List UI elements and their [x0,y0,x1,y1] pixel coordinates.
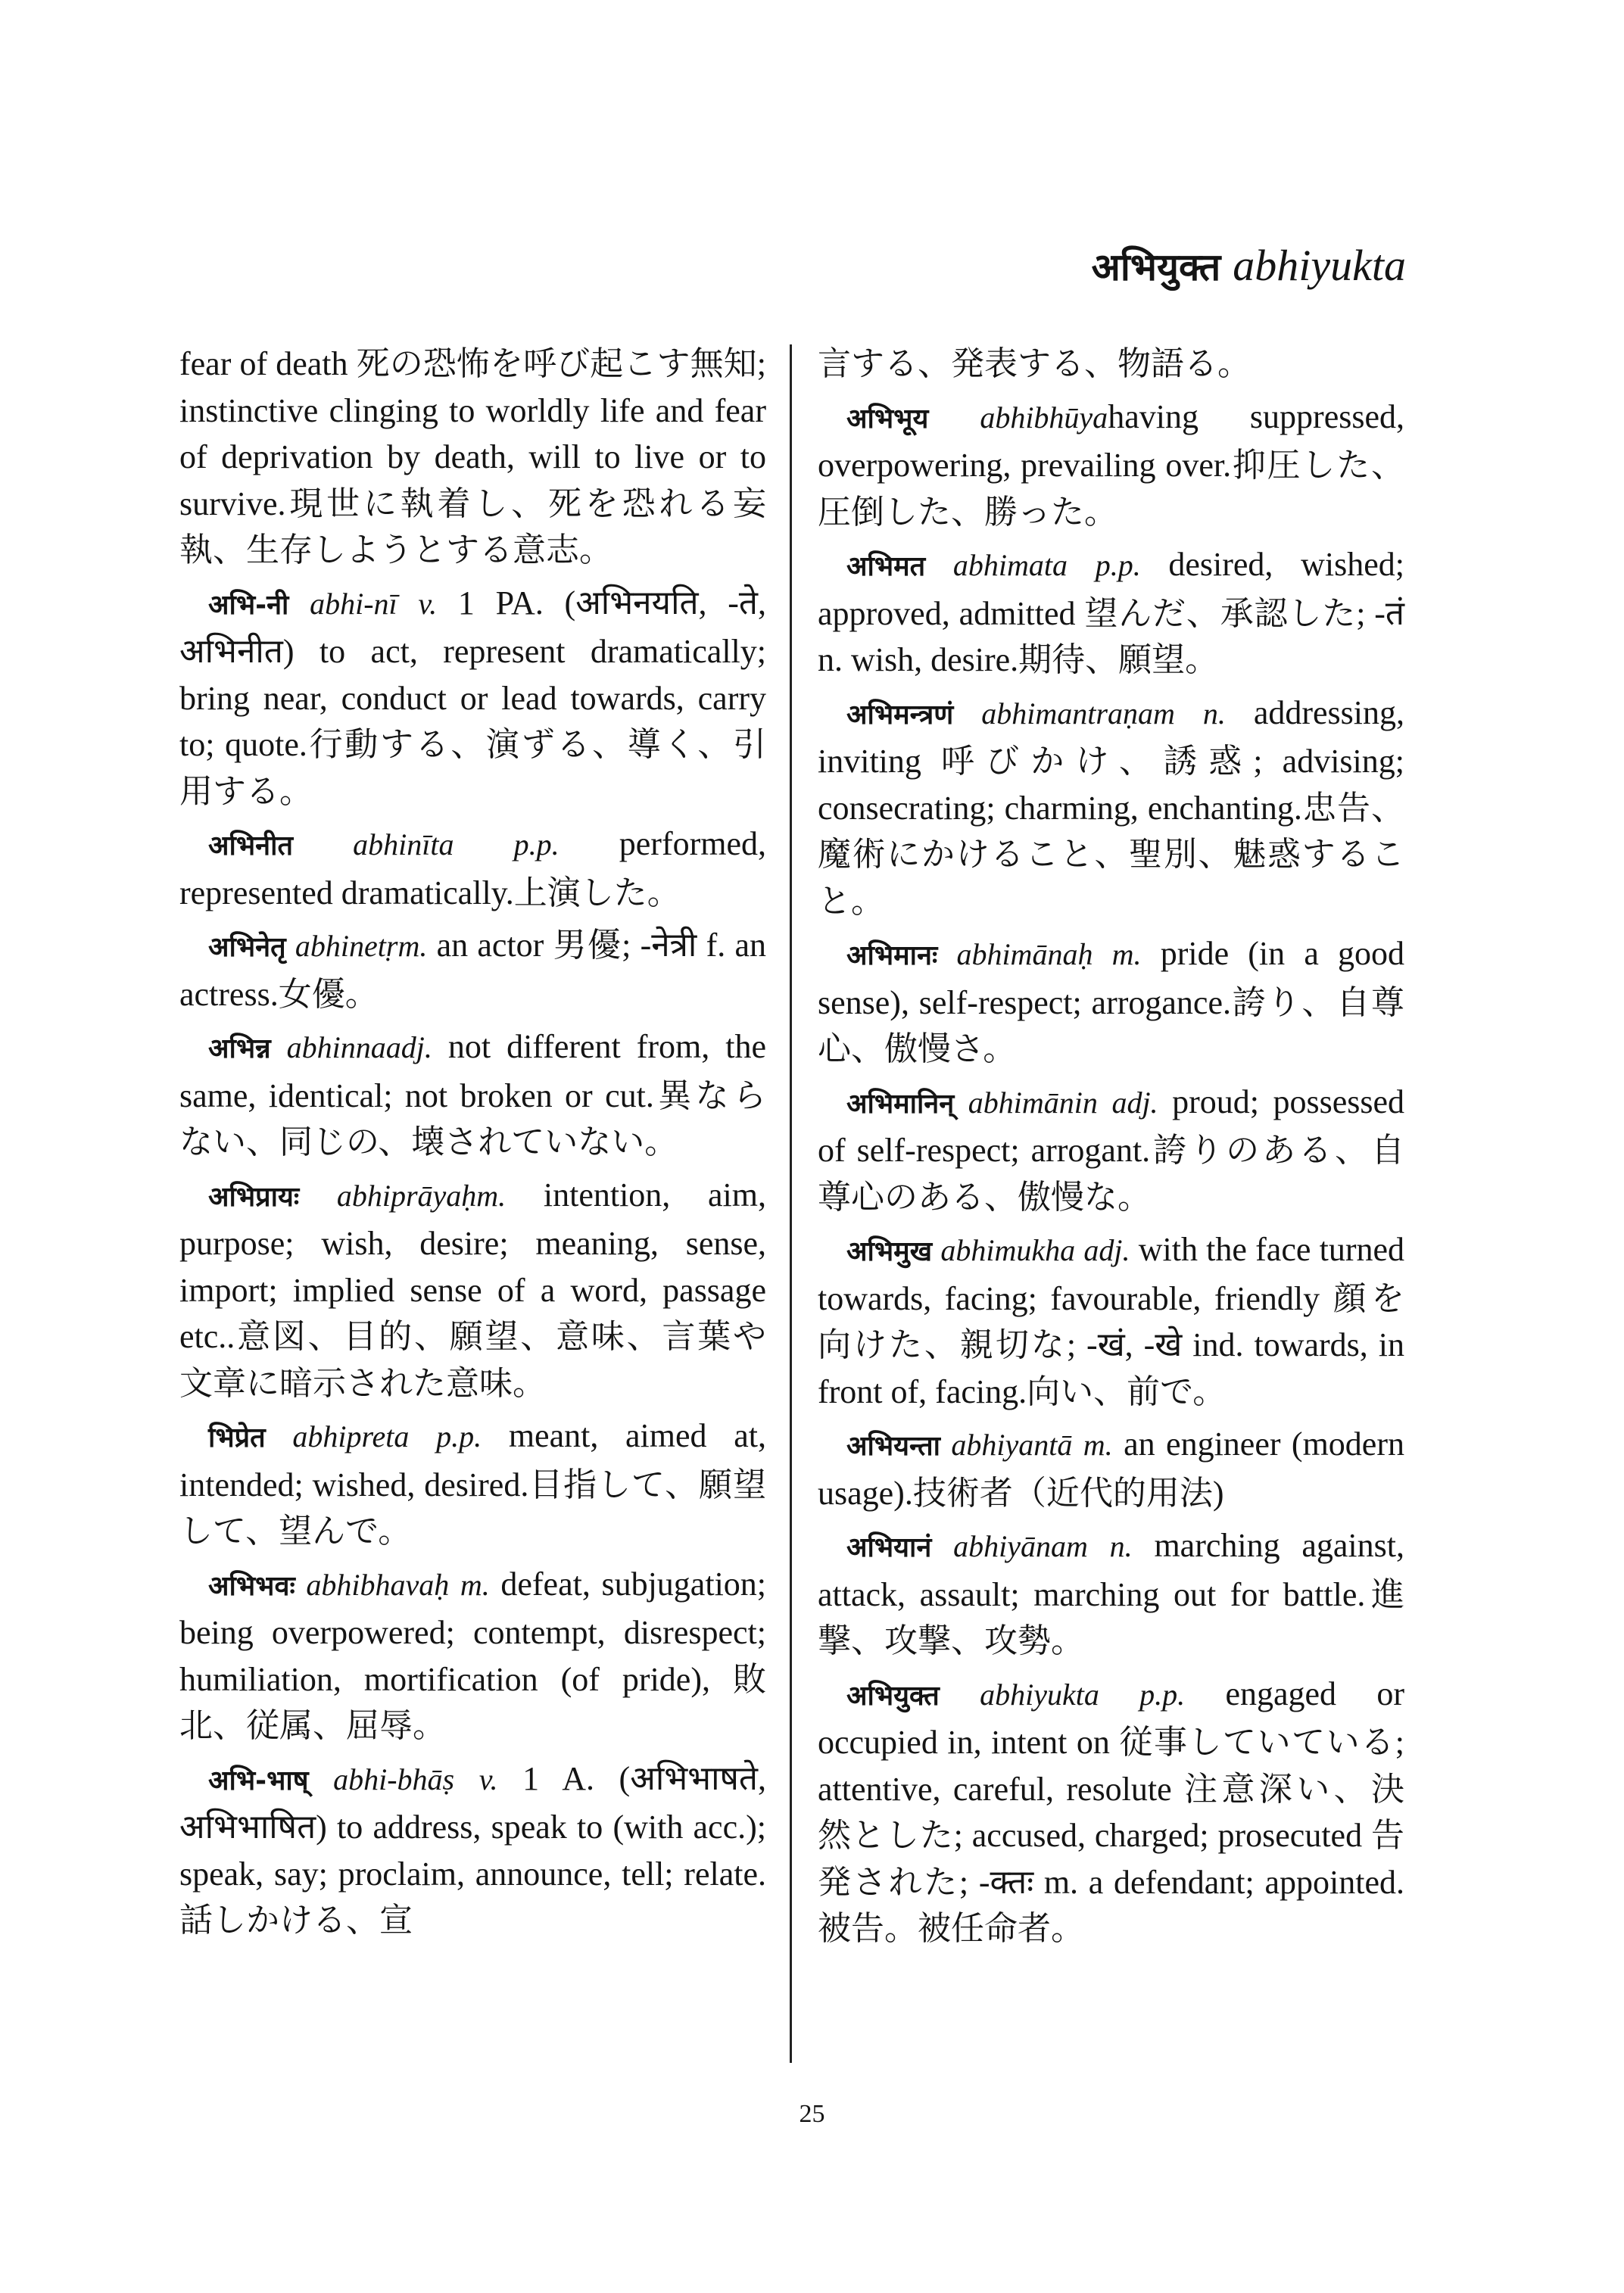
dictionary-entry [179,1413,766,1555]
entry-grammar: p.p. [1095,548,1141,582]
column-divider [790,344,792,2063]
entry-grammar: n. [1202,696,1226,731]
dictionary-entry [818,1671,1404,1952]
entry-transliteration: abhinīta [353,827,454,861]
dictionary-entry: 言する、発表する、物語る。 [818,345,1251,382]
dictionary-entry [818,394,1404,536]
entry-headword: अभियानं [846,1532,932,1563]
entry-transliteration: abhiyukta [980,1677,1099,1712]
entry-headword: अभियुक्त [846,1680,940,1712]
entry-grammar: m. [1083,1428,1113,1462]
entry-grammar: m. [397,929,428,963]
entry-transliteration: abhi-nī [310,586,397,621]
entry-grammar: n. [1109,1529,1133,1563]
dictionary-entry [818,1522,1404,1665]
entry-headword: अभिभवः [208,1570,295,1602]
entry-definition: an actor 男優; -नेत्री f. an actress.女優。 [179,927,767,1013]
dictionary-entry [179,821,766,916]
header-transliteration: abhiyukta [1233,241,1406,290]
entry-transliteration: abhiprāyaḥ [336,1178,477,1213]
entry-headword: अभियन्ता [846,1431,940,1462]
dictionary-entry [818,1226,1404,1415]
entry-headword: अभिमानिन् [846,1088,955,1120]
entry-headword: अभिन्न [208,1033,271,1064]
entry-transliteration: abhiyānam [953,1529,1088,1563]
dictionary-entry: fear of death 死の恐怖を呼び起こす無知; instinctive clinging to worldly life and fear of deprivation by death, will to live or to survive.現世に執着し、死を恐れる妄執、生存しようとする意志。 [179,345,766,569]
entry-transliteration: abhiyantā [951,1428,1073,1462]
entry-transliteration: abhibhūya [980,400,1108,435]
entry-headword: अभि-नी [208,589,289,621]
entry-transliteration: abhinetṛ [295,929,398,963]
entry-definition: intention, aim, purpose; wish, desire; meaning, sense, import; implied sense of a word, passage etc..意図、目的、願望、意味、言葉や文章に暗示された意味。 [179,1176,766,1402]
entry-transliteration: abhinna [286,1030,386,1064]
header-headword: अभियुक्त [1091,245,1221,289]
entry-transliteration: abhipreta [292,1419,410,1453]
entry-grammar: adj. [385,1030,432,1064]
entry-definition: pride (in a good sense), self-respect; arrogance.誇り、自尊心、傲慢さ。 [818,935,1405,1067]
entry-headword: अभिमानः [846,940,938,971]
entry-transliteration: abhimānin [968,1085,1098,1120]
left-column [179,341,766,1950]
entry-definition: desired, wished; approved, admitted 望んだ、承認した; -तं n. wish, desire.期待、願望。 [818,546,1404,678]
entry-definition: having suppressed, overpowering, prevailing over.抑圧した、圧倒した、勝った。 [818,397,1404,531]
entry-definition: an engineer (modern usage).技術者（近代的用法) [818,1425,1404,1512]
entry-headword: अभिप्रायः [208,1181,300,1213]
dictionary-entry [179,1023,766,1166]
entry-definition: not different from, the same, identical; not broken or cut.異ならない、同じの、壊されていない。 [179,1028,766,1161]
dictionary-entry [179,922,766,1017]
entry-grammar: adj. [1111,1085,1158,1120]
right-column [818,341,1404,1958]
entry-definition: 1 A. (अभिभाषते, अभिभाषित) to address, speak to (with acc.); speak, say; proclaim, announce, tell; relate.話しかける、宣 [179,1759,766,1939]
entry-grammar: v. [478,1762,498,1796]
entry-transliteration: abhi-bhāṣ [333,1762,455,1796]
dictionary-entry [818,690,1404,925]
entry-definition: with the face turned towards, facing; favourable, friendly 顔を向けた、親切な; -खं, -खे ind. towards, in front of, facing.向い、前で。 [818,1231,1405,1410]
entry-grammar: p.p. [436,1419,482,1453]
dictionary-entry [818,930,1404,1073]
dictionary-entry [818,541,1404,684]
entry-headword: भिप्रेत [208,1422,266,1453]
entry-transliteration: abhibhavaḥ [306,1567,450,1602]
entry-grammar: m. [460,1567,490,1602]
entry-grammar: p.p. [1139,1677,1186,1712]
entry-definition: 1 PA. (अभिनयति, -ते, अभिनीत) to act, represent dramatically; bring near, conduct or lead towards, carry to; quote.行動する、演ずる、導く、引用する。 [179,584,766,810]
entry-headword: अभिमत [846,551,926,582]
entry-headword: अभिमुख [846,1236,933,1267]
entry-definition: defeat, subjugation; being overpowered; contempt, disrespect; humiliation, mortification (of pride), 敗北、従属、屈辱。 [179,1565,767,1744]
entry-definition: performed, represented dramatically.上演した。 [179,825,767,911]
dictionary-entry [179,1756,766,1944]
entry-definition: proud; possessed of self-respect; arrogant.誇りのある、自尊心のある、傲慢な。 [818,1083,1405,1216]
entry-headword: अभिभूय [846,403,929,435]
entry-grammar: p.p. [513,827,560,861]
entry-transliteration: abhimānaḥ [956,937,1093,971]
dictionary-entry [179,1561,766,1749]
page-number: 25 [799,2100,825,2128]
entry-definition: engaged or occupied in, intent on 従事していている; attentive, careful, resolute 注意深い、決然とした; accused, charged; prosecuted 告発された; -क्तः m. a defendant; appointed.被告。被任命者。 [818,1675,1405,1947]
running-header [1091,241,1406,290]
entry-transliteration: abhimukha [940,1233,1076,1267]
dictionary-entry [179,1172,766,1407]
entry-definition: meant, aimed at, intended; wished, desired.目指して、願望して、望んで。 [179,1417,766,1550]
entry-grammar: m. [1111,937,1142,971]
entry-transliteration: abhimata [952,548,1068,582]
dictionary-entry [818,1421,1404,1516]
entry-headword: अभिमन्त्रणं [846,699,954,731]
entry-grammar: m. [476,1178,507,1213]
entry-grammar: adj. [1083,1233,1130,1267]
entry-headword: अभिनीत [208,830,293,861]
entry-definition: addressing, inviting 呼びかけ、誘惑; advising; consecrating; charming, enchanting.忠告、魔術にかけること、聖別、魅惑すること。 [818,693,1405,920]
entry-headword: अभिनेतृ [208,932,286,963]
entry-definition: marching against, attack, assault; marching out for battle.進撃、攻撃、攻勢。 [818,1527,1405,1659]
entry-transliteration: abhimantraṇam [981,696,1175,731]
dictionary-entry [179,580,766,815]
entry-headword: अभि-भाष् [208,1765,309,1796]
dictionary-entry [818,1079,1404,1221]
entry-grammar: v. [418,586,438,621]
